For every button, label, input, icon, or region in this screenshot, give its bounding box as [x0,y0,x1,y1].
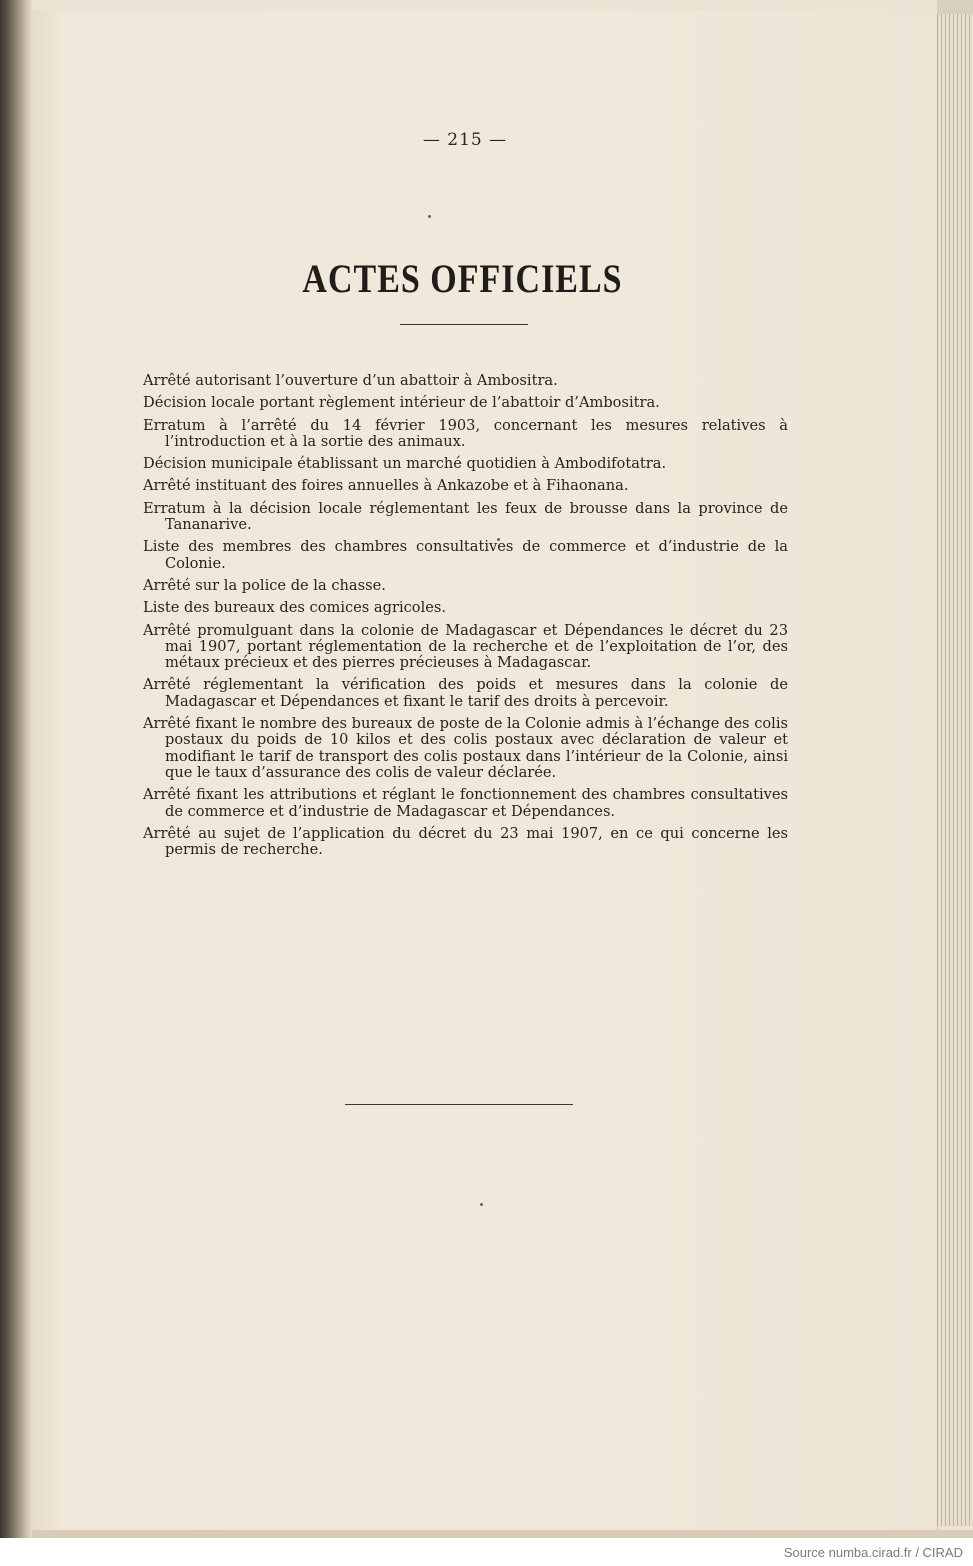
list-item: Arrêté fixant le nombre des bureaux de poste de la Colonie admis à l’échange des colis postaux du poids de 10 kilos et des colis postaux avec déclaration de valeur et modifiant le tarif de transport des colis postaux dans l’intérieur de la Colonie, ainsi que le taux d’assurance des colis de valeur déclarée. [143,715,788,781]
list-item: Arrêté instituant des foires annuelles à Ankazobe et à Fihaonana. [143,477,629,495]
list-item: Liste des membres des chambres consultatives de commerce et d’industrie de la Colonie. [143,538,788,572]
list-item: Liste des bureaux des comices agricoles. [143,599,447,617]
page-edges-top [937,0,973,14]
list-item: Décision municipale établissant un marché quotidien à Ambodifotatra. [143,455,667,473]
list-item: Arrêté réglementant la vérification des poids et mesures dans la colonie de Madagascar et Dépendances et fixant le tarif des droits à percevoir. [143,676,788,710]
book-gutter [0,0,32,1538]
list-item: Décision locale portant règlement intérieur de l’abattoir d’Ambositra. [143,394,660,412]
closing-rule [345,1104,573,1105]
list-item: Erratum à la décision locale réglementant les feux de brousse dans la province de Tananarive. [143,499,788,534]
list-item: Arrêté promulguant dans la colonie de Madagascar et Dépendances le décret du 23 mai 1907, portant réglementation de la recherche et de l’exploitation de l’or, des métaux précieux et des pierres précieuses à Madagascar. [143,621,788,672]
section-title: ACTES OFFICIELS [302,258,623,302]
contents-list [143,373,788,864]
source-credit: Source numba.cirad.fr / CIRAD [783,1545,963,1560]
print-speck [428,215,431,218]
list-item: Arrêté au sujet de l’application du décret du 23 mai 1907, en ce qui concerne les permis de recherche. [143,824,788,859]
page-edges [937,14,973,1526]
page-number: — 215 — [422,130,508,150]
title-rule [400,324,528,325]
list-item: Arrêté autorisant l’ouverture d’un abattoir à Ambositra. [143,372,558,389]
list-item: Arrêté fixant les attributions et réglant le fonctionnement des chambres consultatives de commerce et d’industrie de Madagascar et Dépendances. [143,786,788,820]
list-item: Arrêté sur la police de la chasse. [143,576,386,594]
print-speck [480,1203,483,1206]
list-item: Erratum à l’arrêté du 14 février 1903, concernant les mesures relatives à l’introduction et à la sortie des animaux. [143,416,788,450]
page-bottom-edge [32,1530,973,1538]
